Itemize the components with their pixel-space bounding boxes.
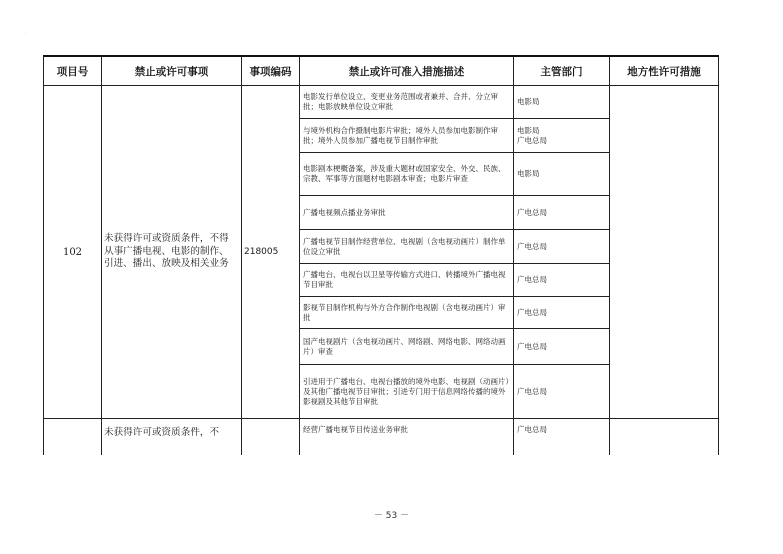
header-measure-description: 禁止或许可准入措施描述 — [300, 56, 514, 86]
measure-description: 广播电视节目制作经营单位、电视剧（含电视动画片）制作单位设立审批 — [300, 230, 514, 264]
measure-department: 广电总局 — [514, 196, 610, 230]
header-department: 主管部门 — [514, 56, 610, 86]
measure-description: 国产电视剧片（含电视动画片、网络剧、网络电影、网络动画片）审查 — [300, 329, 514, 365]
measure-description: 电影剧本梗概备案，涉及重大题材或国家安全、外交、民族、宗教、军事等方面题材电影剧本审查；电影片审查 — [300, 153, 514, 196]
regulation-table — [43, 55, 719, 455]
item-name: 未获得许可或资质条件，不得从事广播电视、电影的制作、引进、播出、放映及相关业务 — [102, 86, 242, 419]
measure-description: 与境外机构合作摄制电影片审批；境外人员参加电影制作审批；境外人员参加广播电视节目制作审批 — [300, 119, 514, 153]
measure-description: 广播电台、电视台以卫星等传输方式进口、转播境外广播电视节目审批 — [300, 264, 514, 297]
local-measures-cell — [610, 86, 719, 419]
measure-department: 广电总局 — [514, 297, 610, 329]
scan-mark: · — [25, 31, 27, 37]
measure-department: 广电总局 — [514, 264, 610, 297]
next-item-name: 未获得许可或资质条件，不 — [102, 419, 242, 456]
next-measure-department: 广电总局 — [514, 419, 610, 456]
next-measure-description: 经营广播电视节目传送业务审批 — [300, 419, 514, 456]
measure-department: 广电总局 — [514, 230, 610, 264]
measure-department: 电影局 — [514, 153, 610, 196]
measure-description: 引进用于广播电台、电视台播放的境外电影、电视剧（动画片）及其他广播电视节目审批；引进专门用于信息网络传播的境外影视剧及其他节目审批 — [300, 365, 514, 419]
page-number: － 53 － — [373, 511, 410, 521]
next-item-code — [242, 419, 300, 456]
measure-department: 广电总局 — [514, 365, 610, 419]
item-code: 218005 — [242, 86, 300, 419]
measure-department: 广电总局 — [514, 329, 610, 365]
measure-department: 电影局 广电总局 — [514, 119, 610, 153]
table-row-continued — [44, 419, 719, 456]
next-item-number — [44, 419, 102, 456]
header-row — [44, 56, 719, 86]
header-item-code: 事项编码 — [242, 56, 300, 86]
header-item-name: 禁止或许可事项 — [102, 56, 242, 86]
table-row — [44, 86, 719, 119]
header-local-measures: 地方性许可措施 — [610, 56, 719, 86]
next-local-measures-cell — [610, 419, 719, 456]
header-item-number: 项目号 — [44, 56, 102, 86]
measure-description: 影视节目制作机构与外方合作制作电视剧（含电视动画片）审批 — [300, 297, 514, 329]
item-number: 102 — [44, 86, 102, 419]
measure-description: 广播电视频点播业务审批 — [300, 196, 514, 230]
measure-department: 电影局 — [514, 86, 610, 119]
measure-description: 电影发行单位设立、变更业务范围或者兼并、合并、分立审批；电影放映单位设立审批 — [300, 86, 514, 119]
